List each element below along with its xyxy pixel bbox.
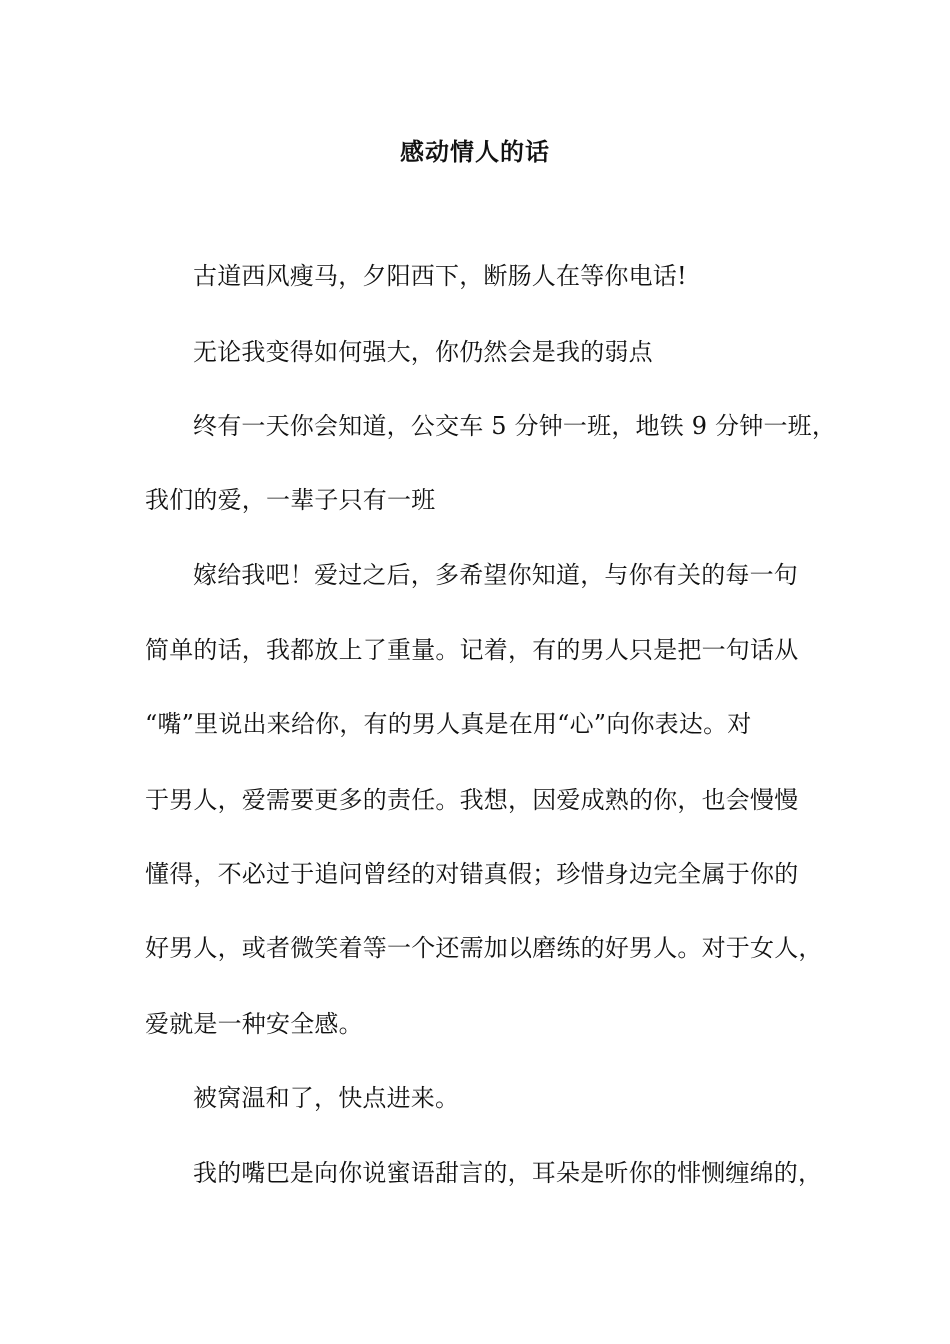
paragraph-line: 我的嘴巴是向你说蜜语甜言的，耳朵是听你的悱恻缠绵的， [193,1159,823,1187]
paragraph-line: “嘴”里说出来给你，有的男人真是在用“心”向你表达。对 [145,710,752,738]
paragraph-line: 古道西风瘦马，夕阳西下，断肠人在等你电话! [193,262,687,290]
paragraph-line: 终有一天你会知道，公交车 5 分钟一班，地铁 9 分钟一班， [193,412,837,440]
paragraph-line: 简单的话，我都放上了重量。记着，有的男人只是把一句话从 [145,636,799,664]
paragraph-line: 好男人，或者微笑着等一个还需加以磨练的好男人。对于女人， [145,934,823,962]
document-title: 感动情人的话 [400,138,550,166]
paragraph-line: 无论我变得如何强大，你仍然会是我的弱点 [193,338,653,366]
paragraph-line: 爱就是一种安全感。 [145,1010,363,1038]
paragraph-line: 嫁给我吧！爱过之后，多希望你知道，与你有关的每一句 [193,561,798,589]
paragraph-line: 懂得，不必过于追问曾经的对错真假；珍惜身边完全属于你的 [145,860,799,888]
paragraph-line: 我们的爱，一辈子只有一班 [145,486,436,514]
paragraph-line: 于男人，爱需要更多的责任。我想，因爱成熟的你，也会慢慢 [145,786,799,814]
paragraph-line: 被窝温和了，快点进来。 [193,1084,460,1112]
